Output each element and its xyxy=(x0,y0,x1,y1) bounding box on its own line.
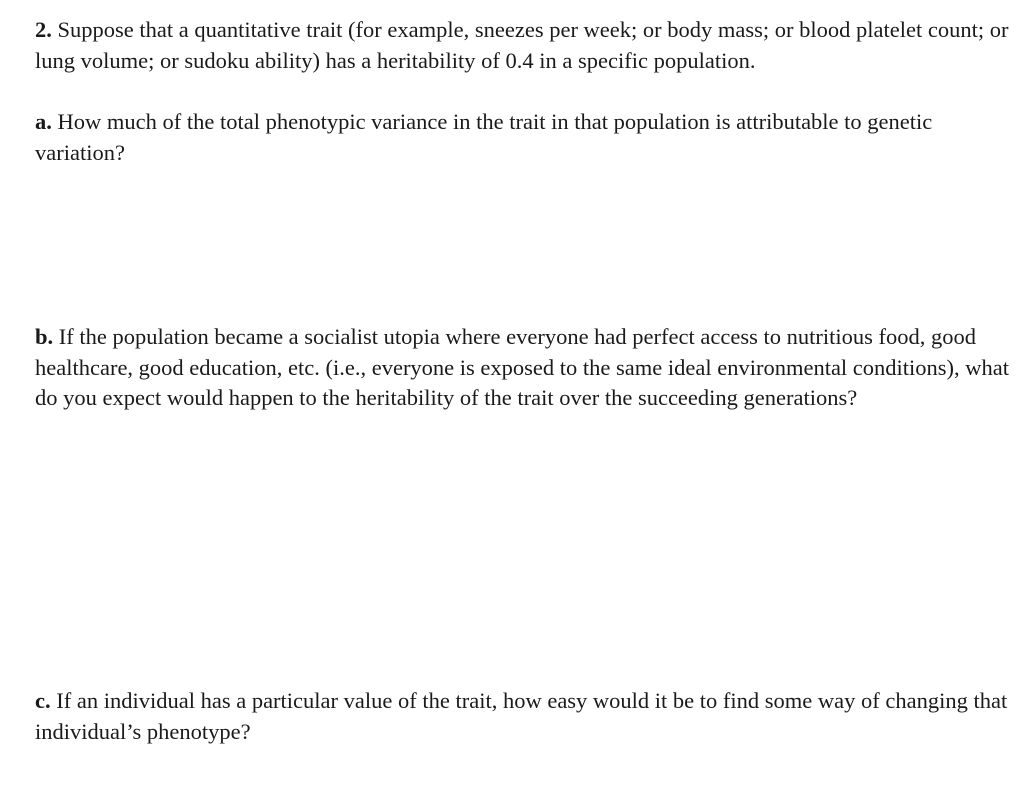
part-c-text: If an individual has a particular value of the trait, how easy would it be to find some way of changing that individual’s phenotype? xyxy=(35,688,1008,744)
part-a xyxy=(35,107,1010,168)
part-b-text: If the population became a socialist utopia where everyone had perfect access to nutritious food, good healthcare, good education, etc. (i.e., everyone is exposed to the same ideal environmental conditions), what do you expect would happen to the heritability of the trait over the succeeding generations? xyxy=(35,324,1010,410)
part-c xyxy=(35,686,1010,747)
question-number: 2. xyxy=(35,17,52,42)
part-c-label: c. xyxy=(35,688,51,713)
part-b-label: b. xyxy=(35,324,54,349)
question-prompt-text: Suppose that a quantitative trait (for example, sneezes per week; or body mass; or blood platelet count; or lung volume; or sudoku ability) has a heritability of 0.4 in a specific population. xyxy=(35,17,1009,73)
part-b xyxy=(35,322,1010,414)
part-a-label: a. xyxy=(35,109,52,134)
part-a-text: How much of the total phenotypic variance in the trait in that population is attributable to genetic variation? xyxy=(35,109,933,165)
question-2-prompt xyxy=(35,15,1010,76)
